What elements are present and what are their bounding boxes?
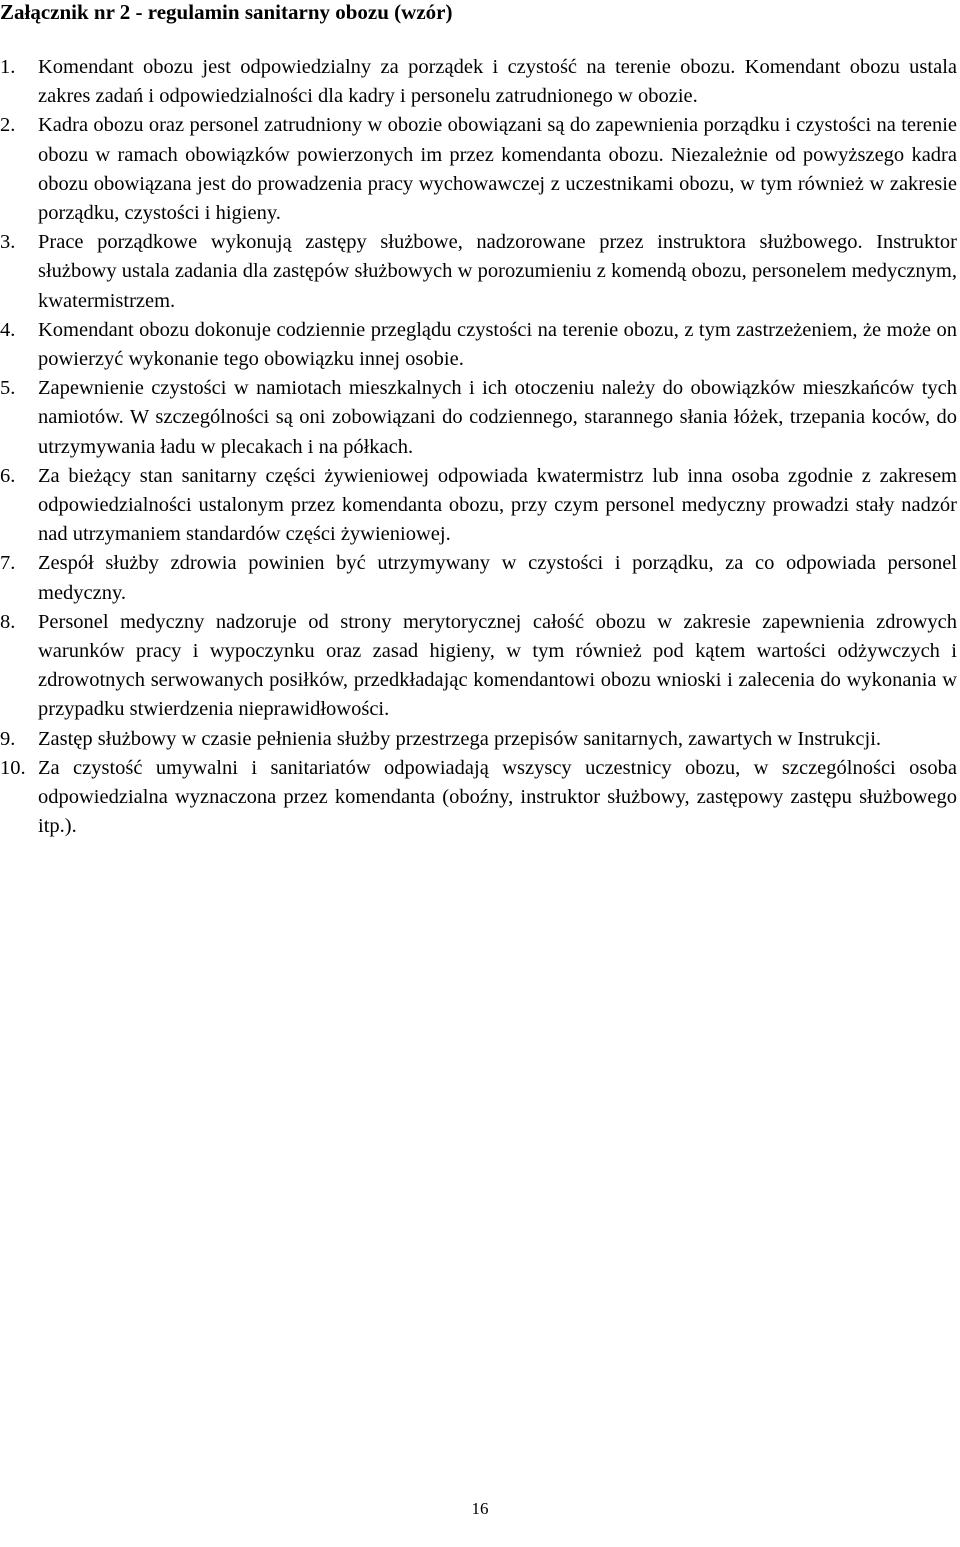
regulation-text: Prace porządkowe wykonują zastępy służbowe, nadzorowane przez instruktora służbowego. Instruktor służbowy ustala zadania dla zastępów służbowych w porozumieniu z komendą obozu, personelem medycznym, kwatermistrzem. (38, 231, 957, 312)
regulations-list (0, 53, 957, 841)
regulation-number: 5. (0, 377, 16, 400)
regulation-item-2 (0, 111, 957, 228)
regulation-number: 4. (0, 318, 16, 341)
regulation-item-4 (0, 316, 957, 374)
regulation-item-9 (0, 725, 957, 754)
regulation-item-5 (0, 374, 957, 462)
regulation-text: Kadra obozu oraz personel zatrudniony w obozie obowiązani są do zapewnienia porządku i czystości na terenie obozu w ramach obowiązków powierzonych im przez komendanta obozu. Niezależnie od powyższego kadra obozu obowiązana jest do prowadzenia pracy wychowawczej z uczestnikami obozu, w tym również w zakresie porządku, czystości i higieny. (38, 114, 957, 225)
regulation-number: 7. (0, 552, 16, 575)
regulation-number: 6. (0, 464, 16, 487)
regulation-text: Komendant obozu dokonuje codziennie przeglądu czystości na terenie obozu, z tym zastrzeżeniem, że może on powierzyć wykonanie tego obowiązku innej osobie. (38, 318, 957, 371)
regulation-text: Za bieżący stan sanitarny części żywieniowej odpowiada kwatermistrz lub inna osoba zgodnie z zakresem odpowiedzialności ustalonym przez komendanta obozu, przy czym personel medyczny prowadzi stały nadzór nad utrzymaniem standardów części żywieniowej. (38, 464, 957, 546)
regulation-item-10 (0, 754, 957, 842)
regulation-number: 1. (0, 56, 16, 78)
regulation-number: 8. (0, 610, 16, 633)
regulation-number: 9. (0, 727, 16, 750)
regulation-item-7 (0, 549, 957, 607)
regulation-text: Zapewnienie czystości w namiotach mieszkalnych i ich otoczeniu należy do obowiązków mieszkańców tych namiotów. W szczególności są oni zobowiązani do codziennego, starannego słania łóżek, trzepania koców, do utrzymywania ładu w plecakach i na półkach. (38, 377, 957, 458)
regulation-item-8 (0, 608, 957, 725)
regulation-number: 10. (0, 756, 26, 779)
regulation-text: Komendant obozu jest odpowiedzialny za porządek i czystość na terenie obozu. Komendant obozu ustala zakres zadań i odpowiedzialności dla kadry i personelu zatrudnionego w obozie. (38, 56, 957, 108)
regulation-number: 3. (0, 231, 16, 254)
regulation-text: Za czystość umywalni i sanitariatów odpowiadają wszyscy uczestnicy obozu, w szczególności osoba odpowiedzialna wyznaczona przez komendanta (oboźny, instruktor służbowy, zastępowy zastępu służbowego itp.). (38, 756, 957, 838)
regulation-number: 2. (0, 114, 16, 137)
regulation-item-1 (0, 53, 957, 111)
regulation-item-3 (0, 228, 957, 316)
page-number: 16 (471, 1499, 489, 1518)
regulation-item-6 (0, 462, 957, 550)
regulation-text: Personel medyczny nadzoruje od strony merytorycznej całość obozu w zakresie zapewnienia zdrowych warunków pracy i wypoczynku oraz zasad higieny, w tym również pod kątem wartości odżywczych i zdrowotnych serwowanych posiłków, przedkładając komendantowi obozu wnioski i zalecenia do wykonania w przypadku stwierdzenia nieprawidłowości. (38, 610, 957, 721)
regulation-text: Zespół służby zdrowia powinien być utrzymywany w czystości i porządku, za co odpowiada personel medyczny. (38, 552, 957, 604)
regulation-text: Zastęp służbowy w czasie pełnienia służby przestrzega przepisów sanitarnych, zawartych w Instrukcji. (38, 727, 882, 750)
document-title: Załącznik nr 2 - regulamin sanitarny obozu (wzór) (0, 0, 453, 24)
